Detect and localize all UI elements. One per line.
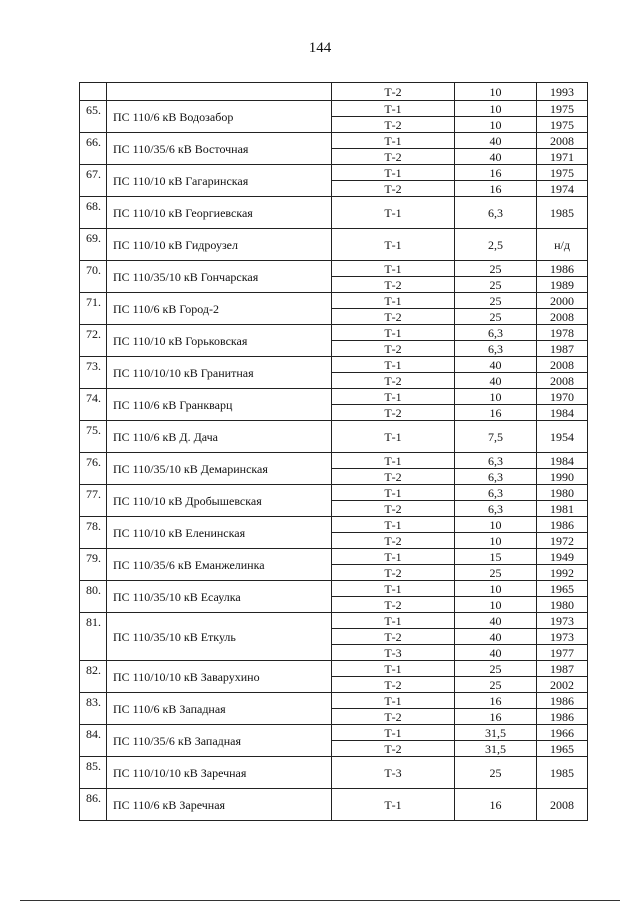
row-number-cell: 83. xyxy=(80,693,107,725)
power-cell: 10 xyxy=(455,581,537,597)
transformer-cell: Т-2 xyxy=(332,565,455,581)
transformer-cell: Т-1 xyxy=(332,197,455,229)
table-row xyxy=(80,661,588,677)
row-number-cell: 68. xyxy=(80,197,107,229)
power-cell: 10 xyxy=(455,533,537,549)
year-cell: 2008 xyxy=(537,133,588,149)
table-row xyxy=(80,101,588,117)
transformer-cell: Т-1 xyxy=(332,325,455,341)
power-cell: 25 xyxy=(455,261,537,277)
power-cell: 31,5 xyxy=(455,741,537,757)
year-cell: 1987 xyxy=(537,341,588,357)
transformer-cell: Т-2 xyxy=(332,117,455,133)
power-cell: 10 xyxy=(455,517,537,533)
substation-name-cell: ПС 110/10 кВ Гагаринская xyxy=(107,165,332,197)
table-row xyxy=(80,197,588,229)
row-number-cell: 85. xyxy=(80,757,107,789)
transformer-cell: Т-1 xyxy=(332,789,455,821)
table-row xyxy=(80,549,588,565)
power-cell: 40 xyxy=(455,357,537,373)
year-cell: 1985 xyxy=(537,197,588,229)
power-cell: 40 xyxy=(455,629,537,645)
table-row xyxy=(80,325,588,341)
transformer-cell: Т-1 xyxy=(332,133,455,149)
substation-table xyxy=(79,82,588,821)
continued-row xyxy=(80,83,588,101)
transformer-cell: Т-2 xyxy=(332,597,455,613)
table-row xyxy=(80,261,588,277)
table-row xyxy=(80,453,588,469)
table-row xyxy=(80,229,588,261)
power-cell: 40 xyxy=(455,613,537,629)
row-number-cell: 73. xyxy=(80,357,107,389)
power-cell: 16 xyxy=(455,709,537,725)
power-cell: 10 xyxy=(455,597,537,613)
transformer-cell: Т-2 xyxy=(332,149,455,165)
substation-table-body xyxy=(80,83,588,821)
year-cell: 1966 xyxy=(537,725,588,741)
year-cell: 1973 xyxy=(537,629,588,645)
year-cell: 1949 xyxy=(537,549,588,565)
year-cell: 2008 xyxy=(537,309,588,325)
power-cell: 25 xyxy=(455,565,537,581)
substation-name-cell: ПС 110/6 кВ Заречная xyxy=(107,789,332,821)
row-number-cell: 72. xyxy=(80,325,107,357)
year-cell: 1984 xyxy=(537,405,588,421)
year-cell: 2000 xyxy=(537,293,588,309)
transformer-cell: Т-1 xyxy=(332,613,455,629)
power-cell: 10 xyxy=(455,389,537,405)
transformer-cell: Т-1 xyxy=(332,581,455,597)
row-number-cell: 74. xyxy=(80,389,107,421)
substation-name-cell: ПС 110/10/10 кВ Заречная xyxy=(107,757,332,789)
year-cell: 2002 xyxy=(537,677,588,693)
power-cell: 6,3 xyxy=(455,485,537,501)
table-row xyxy=(80,421,588,453)
transformer-cell: Т-1 xyxy=(332,293,455,309)
row-number-cell: 84. xyxy=(80,725,107,757)
transformer-cell: Т-1 xyxy=(332,389,455,405)
row-number-cell: 82. xyxy=(80,661,107,693)
year-cell: 2008 xyxy=(537,789,588,821)
table-row xyxy=(80,517,588,533)
year-cell: 1986 xyxy=(537,261,588,277)
transformer-cell: Т-2 xyxy=(332,533,455,549)
year-cell: 1974 xyxy=(537,181,588,197)
page-number: 144 xyxy=(308,40,332,56)
transformer-cell: Т-2 xyxy=(332,677,455,693)
substation-name-cell: ПС 110/10 кВ Горьковская xyxy=(107,325,332,357)
year-cell: 1993 xyxy=(537,83,588,101)
power-cell: 6,3 xyxy=(455,197,537,229)
substation-name-cell: ПС 110/6 кВ Город-2 xyxy=(107,293,332,325)
transformer-cell: Т-1 xyxy=(332,261,455,277)
year-cell: 1985 xyxy=(537,757,588,789)
row-number-cell: 80. xyxy=(80,581,107,613)
power-cell: 6,3 xyxy=(455,453,537,469)
year-cell: 1975 xyxy=(537,165,588,181)
power-cell: 25 xyxy=(455,661,537,677)
transformer-cell: Т-2 xyxy=(332,741,455,757)
row-number-cell: 77. xyxy=(80,485,107,517)
transformer-cell: Т-2 xyxy=(332,309,455,325)
substation-name-cell: ПС 110/10/10 кВ Заварухино xyxy=(107,661,332,693)
row-number-cell: 78. xyxy=(80,517,107,549)
power-cell: 16 xyxy=(455,165,537,181)
year-cell: 1992 xyxy=(537,565,588,581)
year-cell: 1989 xyxy=(537,277,588,293)
year-cell: 1972 xyxy=(537,533,588,549)
table-row xyxy=(80,581,588,597)
transformer-cell: Т-2 xyxy=(332,405,455,421)
power-cell: 2,5 xyxy=(455,229,537,261)
substation-name-cell: ПС 110/35/10 кВ Гончарская xyxy=(107,261,332,293)
table-row xyxy=(80,757,588,789)
row-number-cell: 65. xyxy=(80,101,107,133)
transformer-cell: Т-1 xyxy=(332,229,455,261)
power-cell: 16 xyxy=(455,789,537,821)
table-row xyxy=(80,725,588,741)
power-cell: 16 xyxy=(455,693,537,709)
row-number-cell: 76. xyxy=(80,453,107,485)
table-row xyxy=(80,693,588,709)
year-cell: 1965 xyxy=(537,581,588,597)
transformer-cell: Т-2 xyxy=(332,277,455,293)
year-cell: 1973 xyxy=(537,613,588,629)
power-cell: 10 xyxy=(455,83,537,101)
power-cell: 40 xyxy=(455,373,537,389)
substation-name-cell xyxy=(107,83,332,101)
substation-name-cell: ПС 110/35/6 кВ Западная xyxy=(107,725,332,757)
substation-name-cell: ПС 110/35/10 кВ Есаулка xyxy=(107,581,332,613)
table-row xyxy=(80,357,588,373)
year-cell: 1990 xyxy=(537,469,588,485)
year-cell: 1984 xyxy=(537,453,588,469)
transformer-cell: Т-2 xyxy=(332,629,455,645)
transformer-cell: Т-1 xyxy=(332,421,455,453)
substation-name-cell: ПС 110/10 кВ Гидроузел xyxy=(107,229,332,261)
table-row xyxy=(80,389,588,405)
substation-name-cell: ПС 110/6 кВ Водозабор xyxy=(107,101,332,133)
power-cell: 16 xyxy=(455,181,537,197)
substation-name-cell: ПС 110/10 кВ Дробышевская xyxy=(107,485,332,517)
row-number-cell: 86. xyxy=(80,789,107,821)
transformer-cell: Т-1 xyxy=(332,549,455,565)
table-row xyxy=(80,789,588,821)
year-cell: 1986 xyxy=(537,517,588,533)
transformer-cell: Т-2 xyxy=(332,181,455,197)
substation-name-cell: ПС 110/10 кВ Еленинская xyxy=(107,517,332,549)
bottom-rule xyxy=(20,900,620,901)
power-cell: 40 xyxy=(455,645,537,661)
year-cell: 1981 xyxy=(537,501,588,517)
year-cell: 1965 xyxy=(537,741,588,757)
power-cell: 6,3 xyxy=(455,469,537,485)
row-number-cell: 75. xyxy=(80,421,107,453)
table-row xyxy=(80,293,588,309)
transformer-cell: Т-1 xyxy=(332,517,455,533)
power-cell: 40 xyxy=(455,133,537,149)
substation-name-cell: ПС 110/6 кВ Гранкварц xyxy=(107,389,332,421)
power-cell: 25 xyxy=(455,309,537,325)
table-row xyxy=(80,133,588,149)
substation-name-cell: ПС 110/35/10 кВ Демаринская xyxy=(107,453,332,485)
transformer-cell: Т-2 xyxy=(332,341,455,357)
substation-name-cell: ПС 110/6 кВ Д. Дача xyxy=(107,421,332,453)
substation-name-cell: ПС 110/10/10 кВ Гранитная xyxy=(107,357,332,389)
transformer-cell: Т-2 xyxy=(332,83,455,101)
table-row xyxy=(80,165,588,181)
year-cell: 2008 xyxy=(537,373,588,389)
transformer-cell: Т-1 xyxy=(332,693,455,709)
substation-name-cell: ПС 110/35/6 кВ Восточная xyxy=(107,133,332,165)
year-cell: 1975 xyxy=(537,117,588,133)
year-cell: 1978 xyxy=(537,325,588,341)
transformer-cell: Т-2 xyxy=(332,469,455,485)
row-number-cell: 70. xyxy=(80,261,107,293)
transformer-cell: Т-1 xyxy=(332,357,455,373)
year-cell: 1954 xyxy=(537,421,588,453)
substation-name-cell: ПС 110/6 кВ Западная xyxy=(107,693,332,725)
transformer-cell: Т-2 xyxy=(332,501,455,517)
year-cell: 1971 xyxy=(537,149,588,165)
row-number-cell xyxy=(80,83,107,101)
year-cell: н/д xyxy=(537,229,588,261)
transformer-cell: Т-1 xyxy=(332,725,455,741)
table-row xyxy=(80,485,588,501)
transformer-cell: Т-2 xyxy=(332,709,455,725)
year-cell: 1970 xyxy=(537,389,588,405)
substation-name-cell: ПС 110/35/10 кВ Еткуль xyxy=(107,613,332,661)
substation-name-cell: ПС 110/10 кВ Георгиевская xyxy=(107,197,332,229)
row-number-cell: 66. xyxy=(80,133,107,165)
power-cell: 25 xyxy=(455,293,537,309)
power-cell: 16 xyxy=(455,405,537,421)
year-cell: 1986 xyxy=(537,709,588,725)
row-number-cell: 71. xyxy=(80,293,107,325)
power-cell: 6,3 xyxy=(455,501,537,517)
year-cell: 1977 xyxy=(537,645,588,661)
year-cell: 1975 xyxy=(537,101,588,117)
transformer-cell: Т-1 xyxy=(332,661,455,677)
year-cell: 1980 xyxy=(537,597,588,613)
year-cell: 1980 xyxy=(537,485,588,501)
power-cell: 25 xyxy=(455,277,537,293)
power-cell: 40 xyxy=(455,149,537,165)
table-row xyxy=(80,613,588,629)
year-cell: 2008 xyxy=(537,357,588,373)
transformer-cell: Т-1 xyxy=(332,165,455,181)
power-cell: 7,5 xyxy=(455,421,537,453)
transformer-cell: Т-3 xyxy=(332,757,455,789)
row-number-cell: 69. xyxy=(80,229,107,261)
transformer-cell: Т-1 xyxy=(332,101,455,117)
transformer-cell: Т-1 xyxy=(332,453,455,469)
year-cell: 1986 xyxy=(537,693,588,709)
transformer-cell: Т-2 xyxy=(332,373,455,389)
substation-name-cell: ПС 110/35/6 кВ Еманжелинка xyxy=(107,549,332,581)
power-cell: 31,5 xyxy=(455,725,537,741)
row-number-cell: 67. xyxy=(80,165,107,197)
power-cell: 15 xyxy=(455,549,537,565)
row-number-cell: 79. xyxy=(80,549,107,581)
row-number-cell: 81. xyxy=(80,613,107,661)
power-cell: 25 xyxy=(455,757,537,789)
power-cell: 6,3 xyxy=(455,341,537,357)
year-cell: 1987 xyxy=(537,661,588,677)
power-cell: 25 xyxy=(455,677,537,693)
power-cell: 10 xyxy=(455,101,537,117)
transformer-cell: Т-3 xyxy=(332,645,455,661)
power-cell: 6,3 xyxy=(455,325,537,341)
transformer-cell: Т-1 xyxy=(332,485,455,501)
power-cell: 10 xyxy=(455,117,537,133)
